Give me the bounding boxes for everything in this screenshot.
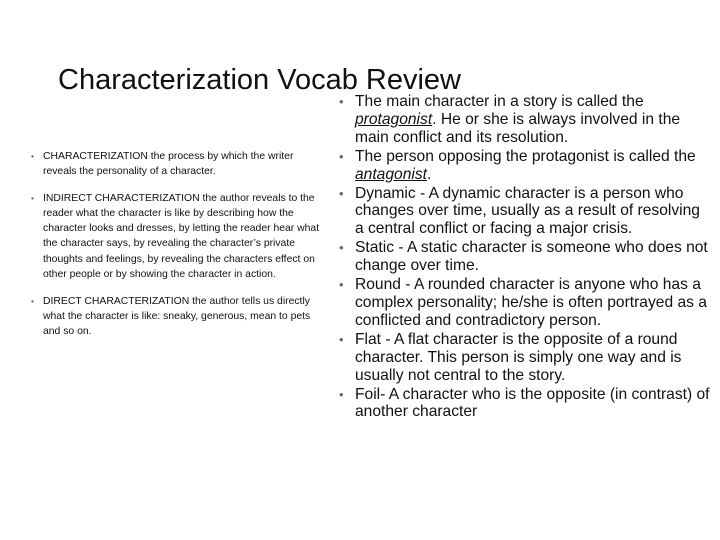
bullet-icon: •: [339, 331, 344, 347]
bullet-icon: •: [339, 185, 344, 201]
left-bullet-list: [30, 149, 322, 339]
bullet-icon: •: [339, 386, 344, 402]
bullet-icon: •: [31, 296, 34, 306]
list-item-flat: [338, 331, 710, 385]
bullet-text: The person opposing the protagonist is called the: [355, 147, 696, 165]
bullet-icon: •: [31, 194, 34, 204]
term-protagonist: protagonist: [355, 110, 433, 128]
list-item-static: [338, 239, 710, 275]
bullet-text: Dynamic - A dynamic character is a person who changes over time, usually as a result of resolving a central conflict or facing a major crisis.: [355, 184, 700, 238]
bullet-text: .: [426, 165, 432, 183]
term-antagonist: antagonist: [355, 165, 427, 183]
bullet-text: . He or she is always involved in the main conflict and its resolution.: [355, 110, 681, 146]
bullet-icon: •: [339, 148, 344, 164]
right-bullet-list: [338, 93, 710, 421]
list-item-dynamic: [338, 185, 710, 239]
left-text-column: [30, 149, 322, 351]
bullet-icon: •: [339, 277, 344, 293]
bullet-text: DIRECT CHARACTERIZATION the author tells us directly what the character is like: sneaky, generous, mean to pets and so on.: [43, 295, 311, 337]
bullet-icon: •: [339, 94, 344, 109]
bullet-text: Flat - A flat character is the opposite of a round character. This person is simply one way and is usually not central to the story.: [355, 330, 682, 384]
list-item-foil: [338, 386, 710, 422]
list-item-characterization: [30, 149, 322, 179]
bullet-text: CHARACTERIZATION the process by which the writer reveals the personality of a character.: [43, 151, 294, 178]
bullet-text: Foil- A character who is the opposite (in contrast) of another character: [355, 385, 710, 421]
slide-title: Characterization Vocab Review: [58, 64, 461, 96]
bullet-text: Round - A rounded character is anyone who has a complex personality; he/she is often portrayed as a conflicted and contradictory person.: [355, 276, 707, 329]
list-item-antagonist: [338, 148, 710, 184]
bullet-text: Static - A static character is someone who does not change over time.: [355, 239, 708, 275]
list-item-direct-characterization: [30, 294, 322, 339]
list-item-indirect-characterization: [30, 191, 322, 282]
bullet-icon: •: [31, 152, 34, 161]
bullet-icon: •: [339, 240, 344, 256]
list-item-protagonist: [338, 93, 710, 147]
bullet-text: The main character in a story is called the: [355, 93, 644, 110]
right-text-column: [338, 93, 710, 422]
list-item-round: [338, 276, 710, 330]
bullet-text: INDIRECT CHARACTERIZATION the author reveals to the reader what the character is like by describing how the character looks and dresses, by letting the reader hear what the character says, by revealing the character’s private thoughts and feelings, by revealing the characters effect on other people or by showing the character in action.: [43, 193, 320, 280]
